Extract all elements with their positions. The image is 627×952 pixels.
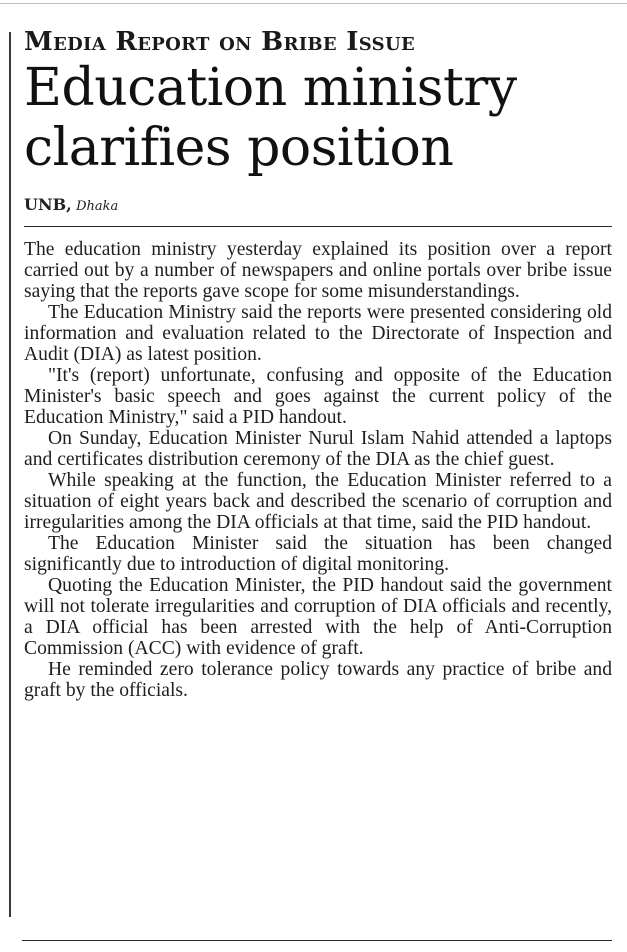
byline-place: Dhaka [76,199,119,214]
body-paragraph: The education ministry yesterday explained its position over a report carried out by a number of newspapers and online portals over bribe issue saying that the reports gave scope for some misunderstandings. [24,239,612,302]
byline-divider [24,226,612,227]
column-left-rule [9,32,11,917]
bottom-divider [22,940,612,941]
news-article [24,24,612,701]
article-kicker: Media Report on Bribe Issue [24,27,415,57]
article-body [24,239,612,701]
byline [24,196,612,216]
article-headline: Education ministry clarifies position [24,58,517,178]
body-paragraph: He reminded zero tolerance policy towards any practice of bribe and graft by the officials. [24,659,612,701]
body-paragraph: Quoting the Education Minister, the PID handout said the government will not tolerate irregularities and corruption of DIA officials and recently, a DIA official has been arrested with the help of Anti-Corruption Commission (ACC) with evidence of graft. [24,575,612,659]
body-paragraph: On Sunday, Education Minister Nurul Islam Nahid attended a laptops and certificates distribution ceremony of the DIA as the chief guest. [24,428,612,470]
body-paragraph: The Education Minister said the situation has been changed significantly due to introduction of digital monitoring. [24,533,612,575]
top-divider [0,3,627,4]
byline-agency: UNB, [24,195,72,214]
body-paragraph: The Education Ministry said the reports were presented considering old information and evaluation related to the Directorate of Inspection and Audit (DIA) as latest position. [24,302,612,365]
body-paragraph: While speaking at the function, the Education Minister referred to a situation of eight years back and described the scenario of corruption and irregularities among the DIA officials at that time, said the PID handout. [24,470,612,533]
body-paragraph: "It's (report) unfortunate, confusing and opposite of the Education Minister's basic speech and goes against the current policy of the Education Ministry," said a PID handout. [24,365,612,428]
